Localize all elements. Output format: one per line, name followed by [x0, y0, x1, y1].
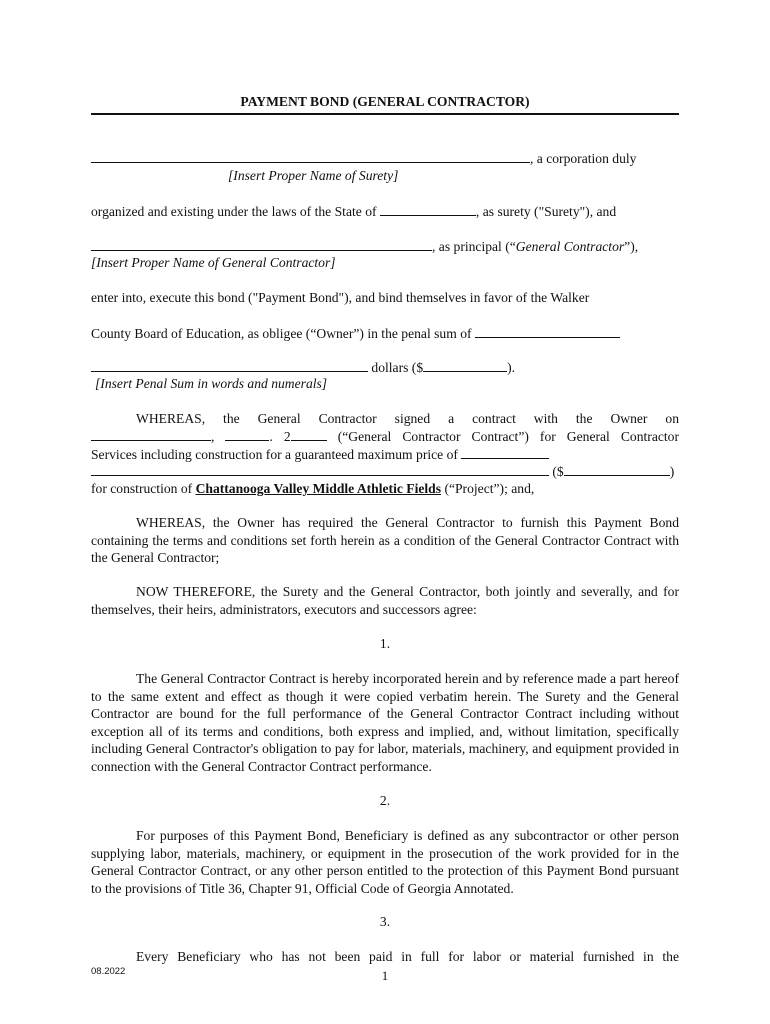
whereas1-line3 [91, 445, 549, 463]
whereas1-line2 [91, 427, 679, 446]
project-name: Chattanooga Valley Middle Athletic Fields [195, 481, 442, 496]
principal-italic: General Contractor [515, 239, 625, 254]
principal-tail: , as principal (“ [432, 239, 516, 254]
contractor-hint: [Insert Proper Name of General Contractor] [91, 255, 336, 270]
dollars-end: ). [507, 360, 516, 375]
dollars-line [91, 358, 515, 376]
now-therefore-paragraph: NOW THEREFORE, the Surety and the General Contractor, both jointly and severally, and for themselves, their heirs, administrators, executors and successors agree: [91, 584, 679, 617]
gmp-blank-1[interactable] [461, 445, 549, 459]
contract-year-blank[interactable] [291, 427, 327, 441]
penal-sum-blank[interactable] [475, 324, 620, 338]
contractor-name-blank[interactable] [91, 237, 432, 251]
principal-end: ”), [624, 239, 639, 254]
gmp-dollar-prefix: ($ [552, 464, 564, 479]
whereas1-year-prefix: . 2 [269, 429, 291, 444]
organized-line-tail: , as surety ("Surety"), and [475, 204, 617, 219]
section1-paragraph: The General Contractor Contract is hereby incorporated herein and by reference made a part hereof to the same extent and effect as though it were copied verbatim herein. The Surety and the General Contractor are bound for the full performance of the General Contractor Contract including without exception all of its terms and conditions, both express and implied, and, without limitation, specifically including General Contractor's obligation to pay for labor, materials, machinery, and equipment provided in connection with the General Contractor Contract performance. [91, 671, 679, 774]
organized-line [91, 202, 616, 220]
contract-day-blank[interactable] [225, 427, 269, 441]
page-number: 1 [381, 968, 389, 983]
state-blank[interactable] [380, 202, 476, 216]
gmp-words-blank[interactable] [91, 462, 549, 476]
whereas1-line5 [91, 480, 534, 497]
whereas1-line2-text: (“General Contractor Contract”) for General Contractor [337, 429, 679, 444]
section2-number: 2. [379, 793, 391, 808]
whereas1-line3-text: Services including construction for a guaranteed maximum price of [91, 447, 458, 462]
gmp-numerals-blank[interactable] [564, 462, 670, 476]
dollars-text: dollars ($ [371, 360, 424, 375]
construction-of: for construction of [91, 481, 193, 496]
whereas1-comma: , [211, 429, 215, 444]
section2-paragraph: For purposes of this Payment Bond, Beneficiary is defined as any subcontractor or other person supplying labor, materials, machinery, or equipment in the prosecution of the work provided for in the General Contractor Contract, or any other person entitled to the protection of this Payment Bond pursuant to the provisions of Title 36, Chapter 91, Official Code of Georgia Annotated. [91, 828, 679, 896]
penal-words-blank[interactable] [91, 358, 368, 372]
section1-number: 1. [379, 636, 391, 651]
surety-line [91, 149, 636, 167]
penal-numerals-blank[interactable] [423, 358, 507, 372]
surety-hint: [Insert Proper Name of Surety] [228, 168, 399, 183]
organized-line-start: organized and existing under the laws of the State of [91, 204, 377, 219]
surety-name-blank[interactable] [91, 149, 530, 163]
section3-paragraph: Every Beneficiary who has not been paid in full for labor or material furnished in the [136, 949, 679, 964]
contract-date-blank[interactable] [91, 427, 211, 441]
gmp-dollar-end: ) [669, 464, 675, 479]
footer-date: 08.2022 [91, 966, 126, 977]
whereas1-line1-text: WHEREAS, the General Contractor signed a contract with the Owner on [136, 411, 679, 426]
enter-line: enter into, execute this bond ("Payment Bond"), and bind themselves in favor of the Walker [91, 290, 590, 305]
whereas2-paragraph: WHEREAS, the Owner has required the General Contractor to furnish this Payment Bond containing the terms and conditions set forth herein as a condition of the General Contractor Contract with the General Contractor; [91, 515, 679, 566]
principal-line [91, 237, 638, 255]
whereas1-line4 [91, 462, 679, 480]
county-line-text: County Board of Education, as obligee (“Owner”) in the penal sum of [91, 326, 472, 341]
penal-hint: [Insert Penal Sum in words and numerals] [95, 376, 328, 391]
project-suffix: (“Project”); and, [444, 481, 535, 496]
surety-line-tail: , a corporation duly [530, 151, 637, 166]
section3-number: 3. [379, 914, 391, 929]
document-title: PAYMENT BOND (GENERAL CONTRACTOR) [91, 94, 679, 115]
county-line [91, 324, 620, 342]
whereas1-line1 [91, 410, 679, 428]
